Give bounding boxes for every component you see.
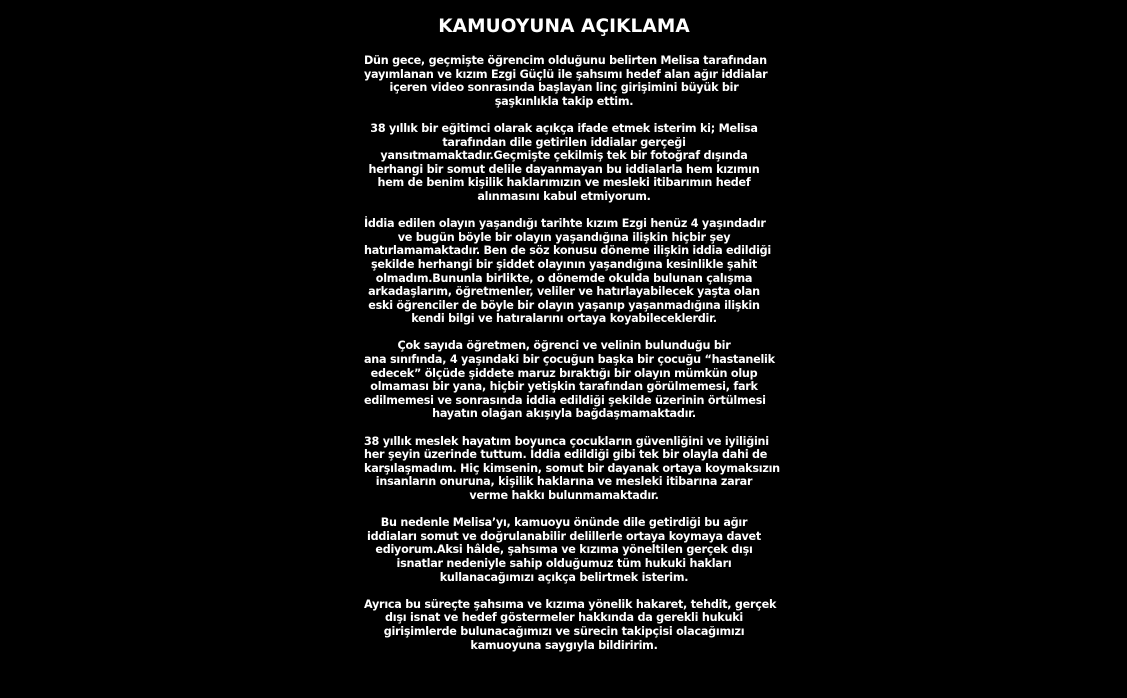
paragraph-line: olmaması bir yana, hiçbir yetişkin tarafından görülmemesi, fark [370, 380, 758, 394]
paragraph-line: 38 yıllık bir eğitimci olarak açıkça ifade etmek isterim ki; Melisa [370, 121, 758, 135]
paragraph-line: şaşkınlıkla takip ettim. [494, 94, 634, 108]
statement-paragraph-1 [364, 54, 768, 108]
paragraph-line: iddiaları somut ve doğrulanabilir delillerle ortaya koymaya davet [367, 529, 761, 543]
paragraph-line: eski öğrenciler de böyle bir olayın yaşanıp yaşanmadığına ilişkin [368, 298, 760, 312]
paragraph-line: 38 yıllık meslek hayatım boyunca çocukların güvenliğini ve iyiliğini [364, 434, 769, 448]
paragraph-line: edecek” ölçüde şiddete maruz bıraktığı bir olayın mümkün olup [370, 366, 758, 380]
paragraph-line: olmadım.Bununla birlikte, o dönemde okulda bulunan çalışma [375, 271, 753, 285]
paragraph-line: arkadaşlarım, öğretmenler, veliler ve hatırlayabilecek yaşta olan [368, 285, 760, 299]
statement-body [364, 54, 780, 652]
paragraph-line: kullanacağımızı açıkça belirtmek isterim. [439, 570, 689, 584]
paragraph-line: kendi bilgi ve hatıralarını ortaya koyabileceklerdir. [411, 312, 717, 326]
paragraph-line: her şeyin üzerinde tuttum. İddia edildiği gibi tek bir olayla dahi de [364, 448, 768, 462]
paragraph-line: Bu nedenle Melisa’yı, kamuoyu önünde dile getirdiği bu ağır [380, 516, 748, 530]
paragraph-line: yayımlanan ve kızım Ezgi Güçlü ile şahsımı hedef alan ağır iddialar [364, 67, 768, 81]
paragraph-line: hem de benim kişilik haklarımızın ve mesleki itibarımın hedef [377, 176, 751, 190]
paragraph-line: insanların onuruna, kişilik haklarına ve mesleki itibarına zarar [375, 475, 753, 489]
statement-paragraph-4 [364, 339, 775, 421]
paragraph-line: hatırlamamaktadır. Ben de söz konusu döneme ilişkin iddia edildiği [364, 244, 772, 258]
paragraph-line: Dün gece, geçmişte öğrencim olduğunu belirten Melisa tarafından [364, 54, 767, 67]
paragraph-line: girişimlerde bulunacağımızı ve sürecin takipçisi olacağımızı [383, 624, 745, 638]
statement-paragraph-7 [364, 597, 777, 652]
statement-paragraph-6 [364, 516, 764, 584]
paragraph-line: yansıtmamaktadır.Geçmişte çekilmiş tek bir fotoğraf dışında [380, 149, 748, 163]
paragraph-line: karşılaşmadım. Hiç kimsenin, somut bir dayanak ortaya koymaksızın [364, 461, 780, 475]
paragraph-line: ana sınıfında, 4 yaşındaki bir çocuğun başka bir çocuğu “hastanelik [364, 353, 775, 367]
statement-paragraph-5 [364, 434, 780, 503]
paragraph-line: ve bugün böyle bir olayın yaşandığına ilişkin hiçbir şey [397, 230, 731, 244]
paragraph-line: alınmasını kabul etmiyorum. [477, 189, 651, 203]
paragraph-line: Ayrıca bu süreçte şahsıma ve kızıma yönelik hakaret, tehdit, gerçek [364, 597, 777, 611]
statement-paragraph-3 [364, 217, 772, 326]
paragraph-line: verme hakkı bulunmamaktadır. [469, 489, 659, 502]
paragraph-line: isnatlar nedeniyle sahip olduğumuz tüm hukuki hakları [396, 556, 732, 570]
paragraph-line: içeren video sonrasında başlayan linç girişimini büyük bir [389, 81, 739, 95]
paragraph-line: İddia edilen olayın yaşandığı tarihte kızım Ezgi henüz 4 yaşındadır [364, 217, 766, 231]
paragraph-line: tarafından dile getirilen iddialar gerçeği [442, 135, 686, 149]
paragraph-line: şekilde herhangi bir şiddet olayının yaşandığına kesinlikle şahit [370, 257, 758, 271]
paragraph-line: dışı isnat ve hedef göstermeler hakkında da gerekli hukuki [385, 611, 743, 625]
statement-paragraph-2 [364, 122, 764, 204]
statement-title: KAMUOYUNA AÇIKLAMA [438, 16, 690, 37]
public-statement [364, 14, 780, 666]
paragraph-line: edilmemesi ve sonrasında iddia edildiği şekilde üzerinin örtülmesi [364, 393, 766, 407]
paragraph-line: kamuoyuna saygıyla bildiririm. [470, 638, 658, 652]
paragraph-line: ediyorum.Aksi hâlde, şahsıma ve kızıma yöneltilen gerçek dışı [375, 543, 753, 557]
paragraph-line: herhangi bir somut delile dayanmayan bu iddialarla hem kızımın [368, 162, 760, 176]
paragraph-line: hayatın olağan akışıyla bağdaşmamaktadır. [432, 407, 696, 421]
paragraph-line: Çok sayıda öğretmen, öğrenci ve velinin bulunduğu bir [397, 339, 731, 353]
